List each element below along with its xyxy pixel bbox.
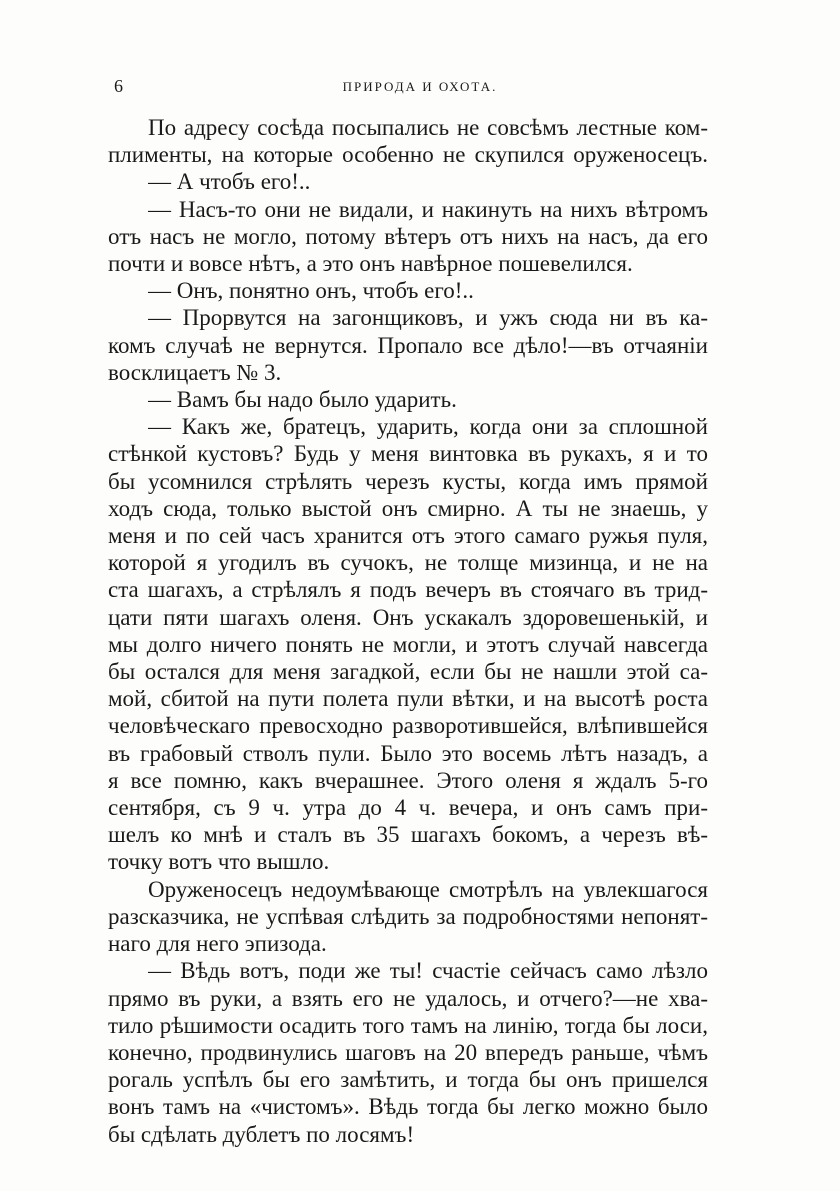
body-text (108, 114, 708, 1148)
text-line: которой я угодилъ въ сучокъ, не толще мизинца, и не на (108, 550, 708, 576)
text-line: — А чтобъ его!.. (148, 169, 311, 195)
text-line: — Вамъ бы надо было ударить. (148, 387, 457, 413)
text-line: меня и по сей часъ хранится отъ этого самаго ружья пуля, (108, 523, 708, 549)
text-line: разсказчика, не успѣвая слѣдить за подробностями непонят- (108, 903, 708, 929)
text-line: въ грабовый стволъ пули. Было это восемь лѣтъ назадъ, а (108, 740, 708, 766)
text-line: я все помню, какъ вчерашнее. Этого оленя я ждалъ 5-го (108, 767, 708, 793)
text-line: точку вотъ что вышло. (108, 849, 330, 875)
text-line: ста шагахъ, а стрѣлялъ я подъ вечеръ въ стоячаго въ трид- (108, 577, 708, 603)
text-line: рогаль успѣлъ бы его замѣтить, и тогда бы онъ пришелся (108, 1067, 708, 1093)
text-line: плименты, на которые особенно не скупился оруженосецъ. (108, 142, 708, 168)
text-line: — Прорвутся на загонщиковъ, и ужъ сюда ни въ ка- (148, 305, 708, 331)
text-line: человѣческаго превосходно разворотившейся, влѣпившейся (108, 713, 708, 739)
text-line: бы усомнился стрѣлять черезъ кусты, когда имъ прямой (108, 468, 708, 494)
text-line: тило рѣшимости осадить того тамъ на линію, тогда бы лоси, (108, 1012, 708, 1038)
text-line: восклицаетъ № 3. (108, 359, 282, 385)
text-line: По адресу сосѣда посыпались не совсѣмъ лестные ком- (148, 115, 708, 140)
text-line: стѣнкой кустовъ? Будь у меня винтовка въ рукахъ, я и то (108, 441, 708, 467)
text-line: наго для него эпизода. (108, 931, 327, 957)
text-line: отъ насъ не могло, потому вѣтеръ отъ нихъ на насъ, да его (108, 223, 708, 249)
text-line: мы долго ничего понять не могли, и этотъ случай навсегда (108, 631, 708, 657)
text-line: конечно, продвинулись шаговъ на 20 впередъ раньше, чѣмъ (108, 1039, 708, 1065)
text-line: бы остался для меня загадкой, если бы не нашли этой са- (108, 659, 708, 685)
text-line: почти и вовсе нѣтъ, а это онъ навѣрное пошевелился. (108, 251, 633, 277)
running-title: ПРИРОДА И ОХОТА. (342, 79, 498, 94)
text-line: сентября, съ 9 ч. утра до 4 ч. вечера, и онъ самъ при- (108, 795, 708, 821)
text-line: шелъ ко мнѣ и сталъ въ 35 шагахъ бокомъ, а черезъ вѣ- (108, 822, 708, 848)
page-number: 6 (114, 76, 123, 96)
text-line: вонъ тамъ на «чистомъ». Вѣдь тогда бы легко можно было (108, 1094, 708, 1120)
text-line: — Вѣдь вотъ, поди же ты! счастіе сейчасъ само лѣзло (148, 958, 708, 984)
text-line: прямо въ руки, а взять его не удалось, и отчего?—не хва- (108, 985, 708, 1011)
text-line: — Какъ же, братецъ, ударить, когда они за сплошной (148, 414, 708, 440)
text-line: ходъ сюда, только выстой онъ смирно. А ты не знаешь, у (108, 495, 708, 521)
text-line: — Насъ-то они не видали, и накинуть на нихъ вѣтромъ (148, 196, 708, 222)
text-line: цати пяти шагахъ оленя. Онъ ускакалъ здоровешенькій, и (108, 604, 708, 630)
text-line: Оруженосецъ недоумѣвающе смотрѣлъ на увлекшагося (148, 876, 708, 902)
text-line: бы сдѣлать дублетъ по лосямъ! (108, 1121, 415, 1147)
text-line: комъ случаѣ не вернутся. Пропало все дѣло!—въ отчаяніи (108, 332, 708, 358)
text-line: — Онъ, понятно онъ, чтобъ его!.. (148, 278, 474, 304)
text-line: мой, сбитой на пути полета пули вѣтки, и на высотѣ роста (108, 686, 708, 712)
